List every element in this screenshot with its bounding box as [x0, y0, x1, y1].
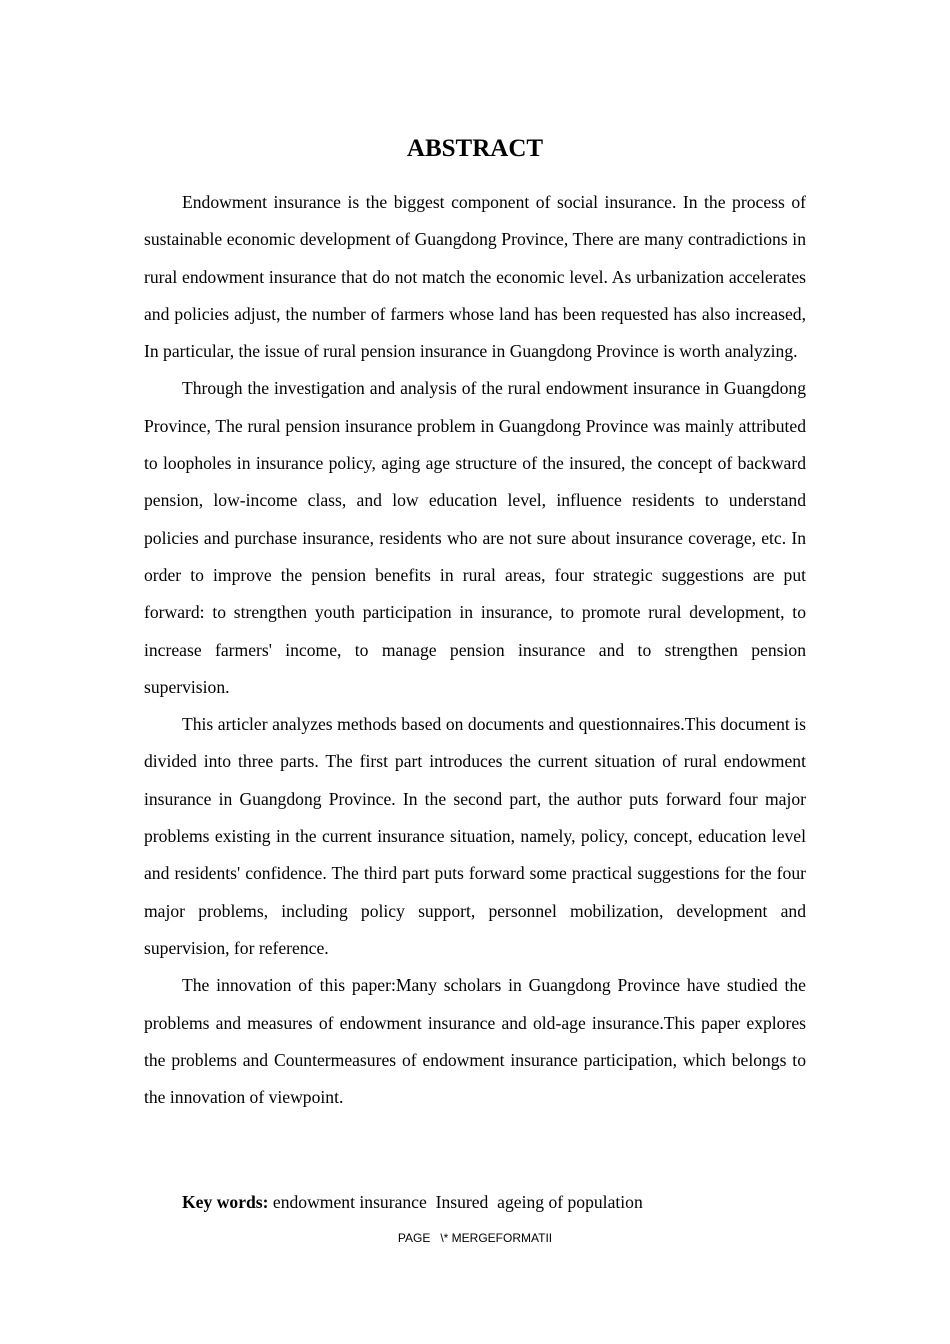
abstract-paragraph-2: Through the investigation and analysis of the rural endowment insurance in Guangdong Province, The rural pension insurance problem in Guangdong Province was mainly attributed to loopholes in insurance policy, aging age structure of the insured, the concept of backward pension, low-income class, and low education level, influence residents to understand policies and purchase insurance, residents who are not sure about insurance coverage, etc. In order to improve the pension benefits in rural areas, four strategic suggestions are put forward: to strengthen youth participation in insurance, to promote rural development, to increase farmers' income, to manage pension insurance and to strengthen pension supervision.	[144, 378, 806, 697]
abstract-title: ABSTRACT	[406, 135, 544, 162]
abstract-paragraph-1: Endowment insurance is the biggest component of social insurance. In the process of sustainable economic development of Guangdong Province, There are many contradictions in rural endowment insurance that do not match the economic level. As urbanization accelerates and policies adjust, the number of farmers whose land has been requested has also increased, In particular, the issue of rural pension insurance in Guangdong Province is worth analyzing.	[144, 192, 806, 362]
keywords-line	[182, 1186, 643, 1218]
keywords-text: endowment insurance Insured ageing of population	[268, 1192, 643, 1212]
keywords-label: Key words:	[182, 1192, 269, 1212]
abstract-paragraph-3: This articler analyzes methods based on documents and questionnaires.This document is divided into three parts. The first part introduces the current situation of rural endowment insurance in Guangdong Province. In the second part, the author puts forward four major problems existing in the current insurance situation, namely, policy, concept, education level and residents' confidence. The third part puts forward some practical suggestions for the four major problems, including policy support, personnel mobilization, development and supervision, for reference.	[144, 714, 806, 958]
page-footer-field: PAGE \* MERGEFORMATII	[397, 1231, 553, 1245]
abstract-paragraph-4: The innovation of this paper:Many scholars in Guangdong Province have studied the problems and measures of endowment insurance and old-age insurance.This paper explores the problems and Countermeasures of endowment insurance participation, which belongs to the innovation of viewpoint.	[144, 975, 806, 1108]
abstract-body	[144, 184, 806, 1116]
